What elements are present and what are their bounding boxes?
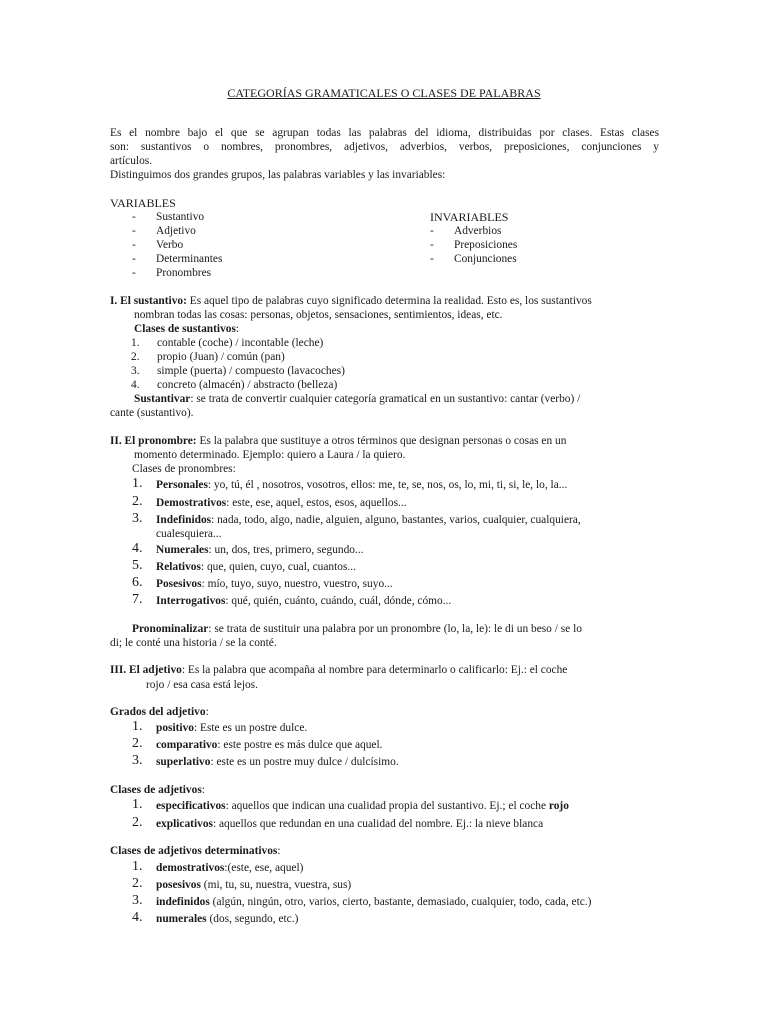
invariables-item: Conjunciones (454, 253, 517, 265)
determinativos-label: Clases de adjetivos determinativos: (110, 845, 281, 857)
pronombre-class-item: Indefinidos: nada, todo, algo, nadie, alguien, alguno, bastantes, varios, cualquier, cualquiera, (156, 514, 581, 526)
adjetivo-definition-line-1: III. El adjetivo: Es la palabra que acompaña al nombre para determinarlo o calificarlo: Ej.: el coche (110, 664, 568, 676)
pronominalizar-line-1: Pronominalizar: se trata de sustituir una palabra por un pronombre (lo, la, le): le di un beso / se lo (132, 623, 582, 635)
pronombre-classes-label: Clases de pronombres: (132, 463, 236, 475)
list-number: 3. (132, 893, 143, 908)
pronombre-class-item: Interrogativos: qué, quién, cuánto, cuándo, cuál, dónde, cómo... (156, 595, 452, 607)
list-dash: - (430, 225, 434, 237)
list-number: 2. (131, 351, 140, 363)
adjetivo-definition-line-2: rojo / esa casa está lejos. (146, 679, 258, 691)
grado-item: superlativo: este es un postre muy dulce / dulcísimo. (156, 756, 399, 768)
list-dash: - (132, 239, 136, 251)
sustantivo-class-item: simple (puerta) / compuesto (lavacoches) (157, 365, 345, 377)
list-dash: - (132, 253, 136, 265)
sustantivar-line-2: cante (sustantivo). (110, 407, 194, 419)
pronombre-class-item: Personales: yo, tú, él , nosotros, vosotros, ellos: me, te, se, nos, os, lo, mi, ti, si, le, lo, la... (156, 479, 568, 491)
intro-line-2: son: sustantivos o nombres, pronombres, adjetivos, adverbios, verbos, preposiciones, conjunciones y (110, 141, 659, 153)
pronombre-class-item: Demostrativos: este, ese, aquel, estos, esos, aquellos... (156, 497, 407, 509)
pronombre-heading: II. El pronombre: (110, 435, 197, 447)
invariables-item: Adverbios (454, 225, 502, 237)
list-number: 2. (132, 736, 143, 751)
determinativo-item: demostrativos:(este, ese, aquel) (156, 862, 304, 874)
adjetivo-class-item: especificativos: aquellos que indican una cualidad propia del sustantivo. Ej.; el coche rojo (156, 800, 569, 812)
adjetivo-heading: III. El adjetivo (110, 664, 182, 676)
invariables-item: Preposiciones (454, 239, 518, 251)
variables-item: Pronombres (156, 267, 212, 279)
variables-item: Verbo (156, 239, 184, 251)
determinativo-item: numerales (dos, segundo, etc.) (156, 913, 299, 925)
list-number: 1. (132, 797, 143, 812)
list-number: 2. (132, 876, 143, 891)
list-number: 3. (132, 511, 143, 526)
list-dash: - (430, 253, 434, 265)
intro-line-1: Es el nombre bajo el que se agrupan todas las palabras del idioma, distribuidas por clases. Estas clases (110, 127, 659, 139)
pronombre-definition-line-1: II. El pronombre: Es la palabra que sustituye a otros términos que designan personas o cosas en un (110, 435, 567, 447)
pronombre-class-item: Relativos: que, quien, cuyo, cual, cuantos... (156, 561, 356, 573)
list-number: 3. (132, 753, 143, 768)
pronominalizar-label: Pronominalizar (132, 623, 209, 635)
list-number: 7. (132, 592, 143, 607)
list-number: 1. (131, 337, 140, 349)
sustantivo-classes-label: Clases de sustantivos: (134, 323, 240, 335)
variables-item: Determinantes (156, 253, 223, 265)
sustantivo-class-item: contable (coche) / incontable (leche) (157, 337, 324, 349)
sustantivar-label: Sustantivar (134, 393, 191, 405)
list-number: 2. (132, 494, 143, 509)
pronombre-definition-line-2: momento determinado. Ejemplo: quiero a Laura / la quiero. (134, 449, 406, 461)
list-number: 6. (132, 575, 143, 590)
variables-heading: VARIABLES (110, 196, 176, 210)
sustantivo-class-item: propio (Juan) / común (pan) (157, 351, 285, 363)
list-number: 1. (132, 476, 143, 491)
sustantivo-heading: I. El sustantivo: (110, 295, 187, 307)
determinativo-item: indefinidos (algún, ningún, otro, varios, cierto, bastante, demasiado, cualquier, todo, cada, etc.) (156, 896, 592, 908)
list-number: 5. (132, 558, 143, 573)
document-title: CATEGORÍAS GRAMATICALES O CLASES DE PALABRAS (227, 86, 541, 100)
list-number: 4. (132, 910, 143, 925)
intro-line-3: artículos. (110, 155, 153, 167)
sustantivar-line-1: Sustantivar: se trata de convertir cualquier categoría gramatical en un sustantivo: cantar (verbo) / (134, 393, 581, 405)
grado-item: positivo: Este es un postre dulce. (156, 722, 308, 734)
intro-line-4: Distinguimos dos grandes grupos, las palabras variables y las invariables: (110, 169, 446, 181)
list-dash: - (430, 239, 434, 251)
list-number: 1. (132, 719, 143, 734)
pronombre-class-item: Posesivos: mío, tuyo, suyo, nuestro, vuestro, suyo... (156, 578, 393, 590)
adjetivo-classes-label: Clases de adjetivos: (110, 784, 205, 796)
list-number: 1. (132, 859, 143, 874)
list-dash: - (132, 211, 136, 223)
list-number: 4. (131, 379, 140, 391)
list-number: 2. (132, 815, 143, 830)
list-dash: - (132, 225, 136, 237)
invariables-heading: INVARIABLES (430, 210, 509, 224)
variables-item: Adjetivo (156, 225, 196, 237)
list-dash: - (132, 267, 136, 279)
sustantivo-class-item: concreto (almacén) / abstracto (belleza) (157, 379, 338, 391)
sustantivo-definition-line-2: nombran todas las cosas: personas, objetos, sensaciones, sentimientos, ideas, etc. (134, 309, 503, 321)
grado-item: comparativo: este postre es más dulce que aquel. (156, 739, 383, 751)
grados-label: Grados del adjetivo: (110, 706, 209, 718)
adjetivo-class-item: explicativos: aquellos que redundan en una cualidad del nombre. Ej.: la nieve blanca (156, 818, 544, 830)
list-number: 4. (132, 541, 143, 556)
list-number: 3. (131, 365, 140, 377)
pronominalizar-line-2: di; le conté una historia / se la conté. (110, 637, 277, 649)
sustantivo-definition-line-1: I. El sustantivo: Es aquel tipo de palabras cuyo significado determina la realidad. Esto es, los sustantivos (110, 295, 592, 307)
determinativo-item: posesivos (mi, tu, su, nuestra, vuestra, sus) (156, 879, 352, 891)
variables-item: Sustantivo (156, 211, 205, 223)
pronombre-class-item-continuation: cualesquiera... (156, 528, 222, 540)
pronombre-class-item: Numerales: un, dos, tres, primero, segundo... (156, 544, 364, 556)
